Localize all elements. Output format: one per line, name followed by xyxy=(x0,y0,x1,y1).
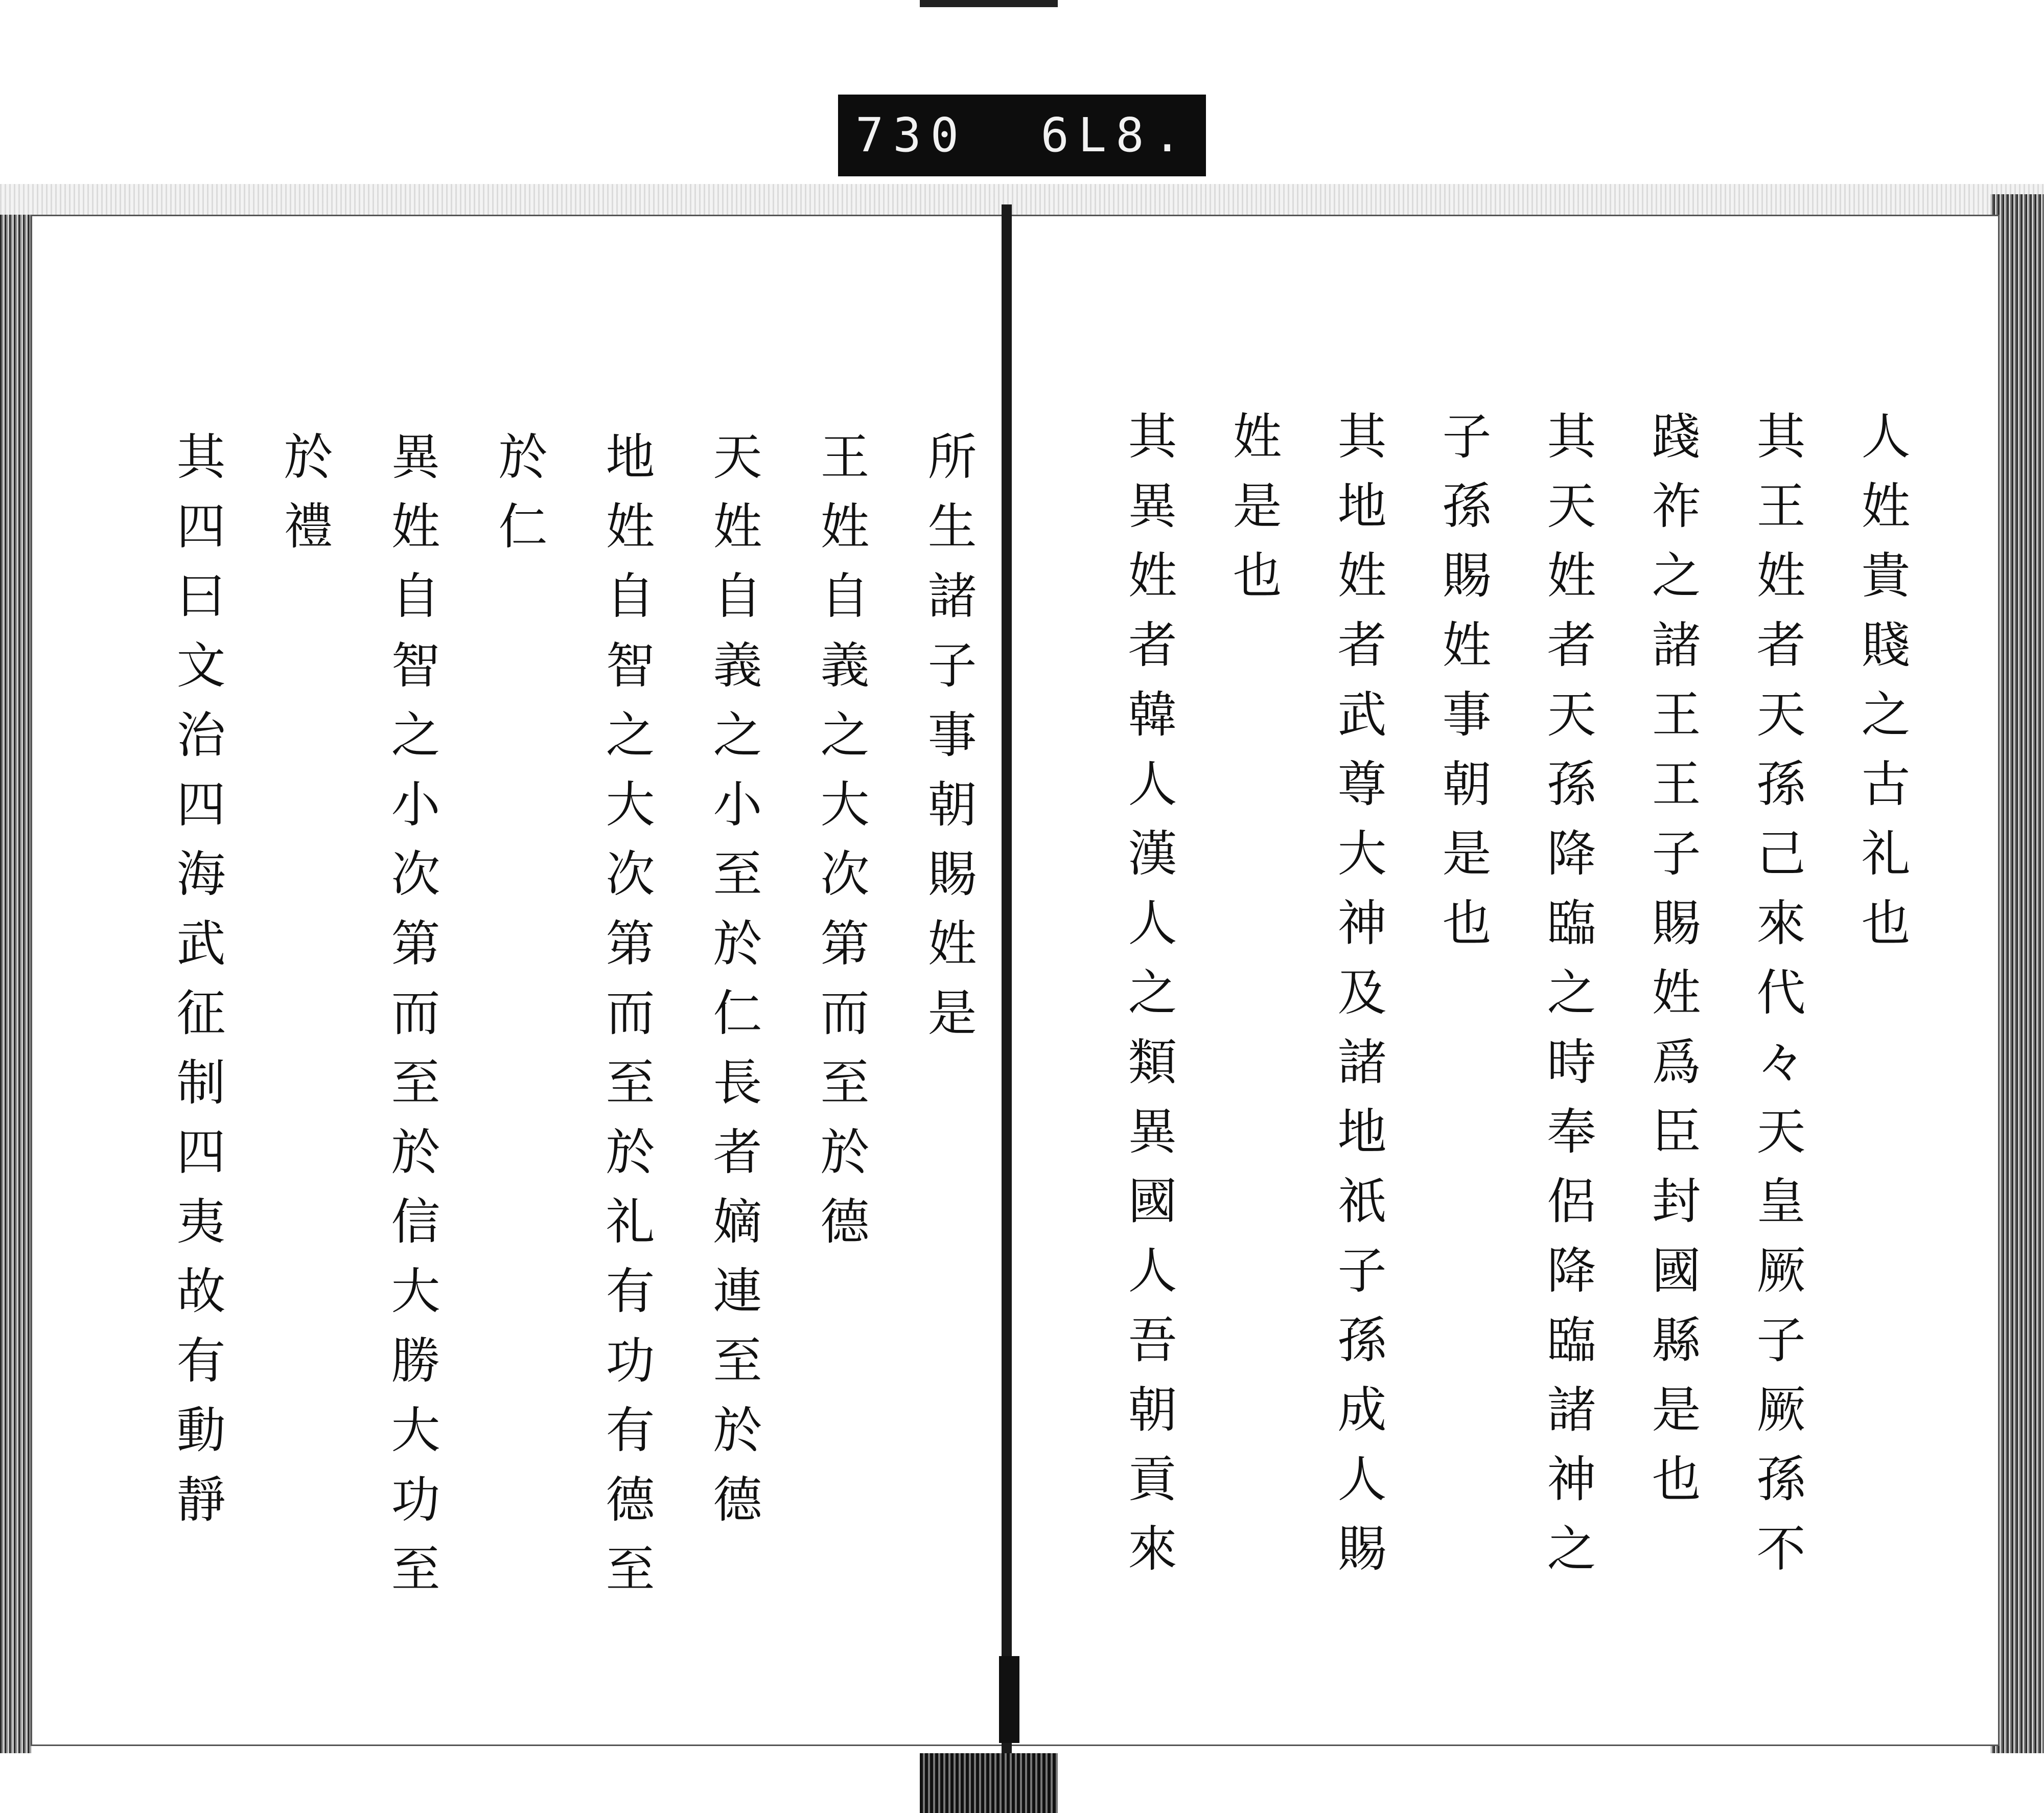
text-column: 於仁 xyxy=(491,431,548,570)
book-spine xyxy=(1002,204,1012,1753)
text-column: 所生諸子事朝賜姓是 xyxy=(920,431,977,1057)
spine-clip xyxy=(999,1656,1019,1743)
text-column: 其王姓者天孫己來代々天皇厥子厥孫不 xyxy=(1749,410,1806,1592)
text-column: 其天姓者天孫降臨之時奉侶降臨諸神之 xyxy=(1539,410,1596,1592)
text-column: 異姓自智之小次第而至於信大勝大功至 xyxy=(383,431,440,1613)
right-page xyxy=(1009,215,2000,1746)
text-column: 於禮 xyxy=(276,431,333,570)
text-column: 其地姓者武尊大神及諸地祇子孫成人賜 xyxy=(1330,410,1387,1592)
left-page xyxy=(31,215,1003,1746)
label-number-left: 730 xyxy=(855,108,968,163)
page-edge-left xyxy=(0,215,32,1753)
text-column: 其異姓者韓人漢人之類異國人吾朝貢來 xyxy=(1120,410,1177,1592)
text-column: 地姓自智之大次第而至於礼有功有德至 xyxy=(598,431,655,1613)
text-column: 王姓自義之大次第而至於德 xyxy=(812,431,870,1265)
text-column: 天姓自義之小至於仁長者嫡連至於德 xyxy=(705,431,762,1543)
binder-clip-bottom xyxy=(920,1753,1058,1813)
call-number-label xyxy=(838,95,1206,176)
text-column: 子孫賜姓事朝是也 xyxy=(1434,410,1492,967)
text-column: 其四曰文治四海武征制四夷故有動靜 xyxy=(169,431,226,1543)
binder-clip-top xyxy=(920,0,1058,7)
label-number-right: 6L8. xyxy=(1040,108,1191,163)
text-column: 姓是也 xyxy=(1225,410,1282,619)
text-column: 踐祚之諸王王子賜姓爲臣封國縣是也 xyxy=(1644,410,1701,1523)
text-column: 人姓貴賤之古礼也 xyxy=(1853,410,1911,967)
